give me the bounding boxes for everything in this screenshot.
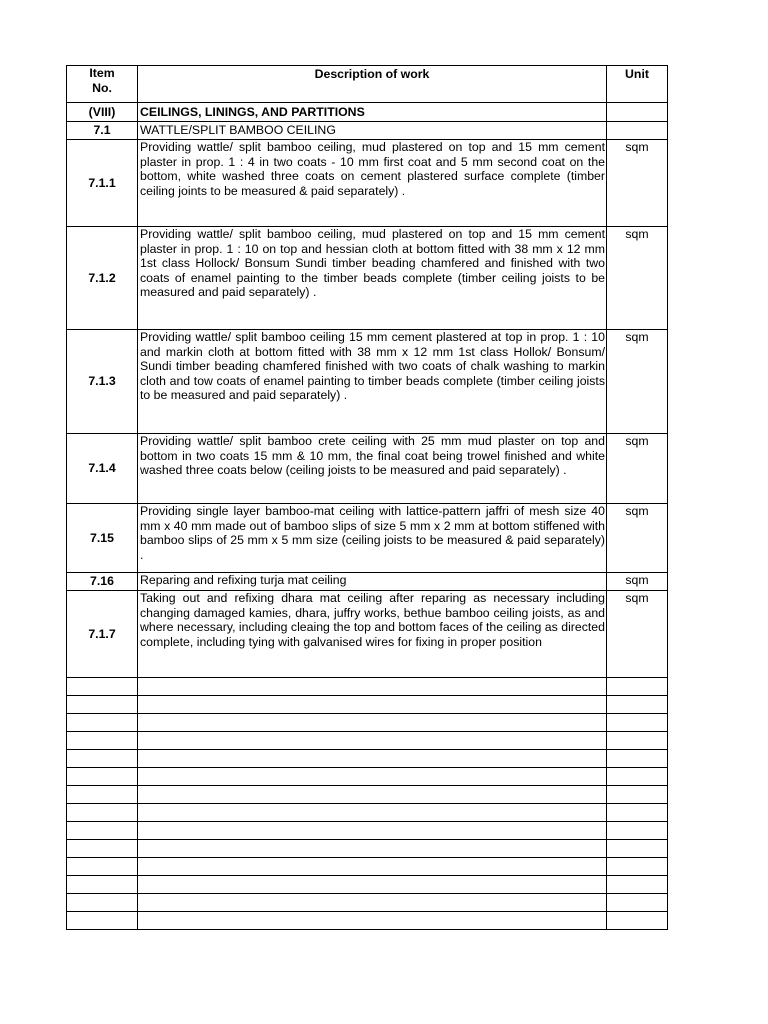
item-row xyxy=(67,330,668,434)
empty-cell xyxy=(607,876,668,894)
empty-cell xyxy=(67,732,138,750)
item-unit: sqm xyxy=(607,573,668,591)
empty-row xyxy=(67,876,668,894)
empty-cell xyxy=(67,894,138,912)
empty-cell xyxy=(67,876,138,894)
item-number: 7.1.7 xyxy=(67,591,138,678)
header-unit: Unit xyxy=(607,66,668,103)
empty-row xyxy=(67,912,668,930)
header-description: Description of work xyxy=(138,66,607,103)
item-unit: sqm xyxy=(607,591,668,678)
empty-row xyxy=(67,696,668,714)
empty-cell xyxy=(138,822,607,840)
item-number: 7.1.2 xyxy=(67,227,138,330)
item-number: 7.16 xyxy=(67,573,138,591)
empty-cell xyxy=(138,750,607,768)
section-unit xyxy=(607,103,668,122)
item-unit: sqm xyxy=(607,227,668,330)
empty-cell xyxy=(67,912,138,930)
empty-cell xyxy=(607,714,668,732)
item-description: Providing wattle/ split bamboo crete ceiling with 25 mm mud plaster on top and bottom in two coats 15 mm & 10 mm, the final coat being trowel finished and white washed three coats below (ceiling joists to be measured and paid separately) . xyxy=(138,434,607,504)
empty-cell xyxy=(67,750,138,768)
section-row xyxy=(67,103,668,122)
empty-cell xyxy=(67,804,138,822)
schedule-table xyxy=(66,65,668,930)
item-row xyxy=(67,140,668,227)
empty-cell xyxy=(138,786,607,804)
item-unit: sqm xyxy=(607,140,668,227)
empty-cell xyxy=(138,678,607,696)
header-item-no xyxy=(67,66,138,103)
empty-row xyxy=(67,858,668,876)
empty-cell xyxy=(607,912,668,930)
empty-cell xyxy=(67,786,138,804)
empty-row xyxy=(67,750,668,768)
item-description: Reparing and refixing turja mat ceiling xyxy=(138,573,607,591)
section-title: CEILINGS, LININGS, AND PARTITIONS xyxy=(138,103,607,122)
empty-row xyxy=(67,732,668,750)
header-item-line2: No. xyxy=(92,80,112,95)
empty-cell xyxy=(607,804,668,822)
item-row xyxy=(67,434,668,504)
empty-row xyxy=(67,822,668,840)
empty-row xyxy=(67,894,668,912)
empty-cell xyxy=(138,768,607,786)
item-row xyxy=(67,504,668,573)
header-item-line1: Item xyxy=(89,66,115,80)
empty-cell xyxy=(138,894,607,912)
empty-cell xyxy=(607,696,668,714)
empty-cell xyxy=(67,858,138,876)
empty-cell xyxy=(607,822,668,840)
item-description: Providing wattle/ split bamboo ceiling, mud plastered on top and 15 mm cement plaster in prop. 1 : 10 on top and hessian cloth at bottom fitted with 38 mm x 12 mm 1st class Hollock/ Bonsum Sundi timber beading chamfered and finished with two coats of enamel painting to the timber beads complete (timber ceiling joists to be measured and paid separately) . xyxy=(138,227,607,330)
empty-cell xyxy=(67,678,138,696)
empty-cell xyxy=(138,840,607,858)
empty-cell xyxy=(138,714,607,732)
empty-cell xyxy=(138,858,607,876)
empty-cell xyxy=(607,786,668,804)
empty-cell xyxy=(607,750,668,768)
item-number: 7.15 xyxy=(67,504,138,573)
empty-cell xyxy=(138,804,607,822)
item-description: Providing wattle/ split bamboo ceiling, mud plastered on top and 15 mm cement plaster in prop. 1 : 4 in two coats - 10 mm first coat and 5 mm second coat on the bottom, white washed three coats on cement plastered surface complete (timber ceiling joints to be measured & paid separately) . xyxy=(138,140,607,227)
empty-row xyxy=(67,840,668,858)
sub-section-number: 7.1 xyxy=(67,122,138,140)
item-row xyxy=(67,227,668,330)
item-number: 7.1.3 xyxy=(67,330,138,434)
sub-section-unit xyxy=(607,122,668,140)
empty-cell xyxy=(138,912,607,930)
item-number: 7.1.4 xyxy=(67,434,138,504)
empty-row xyxy=(67,786,668,804)
item-unit: sqm xyxy=(607,330,668,434)
item-description: Providing single layer bamboo-mat ceiling with lattice-pattern jaffri of mesh size 40 mm x 40 mm made out of bamboo slips of size 5 mm x 2 mm at bottom stiffened with bamboo slips of 25 mm x 5 mm size (ceiling joists to be measured & paid separately) . xyxy=(138,504,607,573)
item-unit: sqm xyxy=(607,504,668,573)
header-row xyxy=(67,66,668,103)
empty-row xyxy=(67,768,668,786)
empty-row xyxy=(67,678,668,696)
empty-row xyxy=(67,804,668,822)
empty-cell xyxy=(607,840,668,858)
item-description: Providing wattle/ split bamboo ceiling 15 mm cement plastered at top in prop. 1 : 10 and markin cloth at bottom fitted with 38 mm x 12 mm 1st class Hollok/ Bonsum/ Sundi timber beading chamfered finished with two coats of chalk washing to markin cloth and tow coats of enamel painting to timber beads complete (timber ceiling joists to be measured and paid separately) . xyxy=(138,330,607,434)
empty-cell xyxy=(607,858,668,876)
empty-cell xyxy=(607,894,668,912)
item-number: 7.1.1 xyxy=(67,140,138,227)
empty-cell xyxy=(607,732,668,750)
sub-section-row xyxy=(67,122,668,140)
empty-row xyxy=(67,714,668,732)
empty-cell xyxy=(67,822,138,840)
sub-section-title: WATTLE/SPLIT BAMBOO CEILING xyxy=(138,122,607,140)
section-number: (VIII) xyxy=(67,103,138,122)
empty-cell xyxy=(607,768,668,786)
empty-cell xyxy=(138,876,607,894)
empty-cell xyxy=(67,768,138,786)
empty-cell xyxy=(138,732,607,750)
empty-cell xyxy=(607,678,668,696)
item-unit: sqm xyxy=(607,434,668,504)
empty-cell xyxy=(67,696,138,714)
empty-cell xyxy=(67,840,138,858)
empty-cell xyxy=(67,714,138,732)
item-description: Taking out and refixing dhara mat ceiling after reparing as necessary including changing damaged kamies, dhara, juffry works, bethue bamboo ceiling joists, as and where necessary, including cleaing the top and bottom faces of the ceiling as directed complete, including tying with galvanised wires for fixing in proper position xyxy=(138,591,607,678)
item-row xyxy=(67,573,668,591)
empty-cell xyxy=(138,696,607,714)
item-row xyxy=(67,591,668,678)
